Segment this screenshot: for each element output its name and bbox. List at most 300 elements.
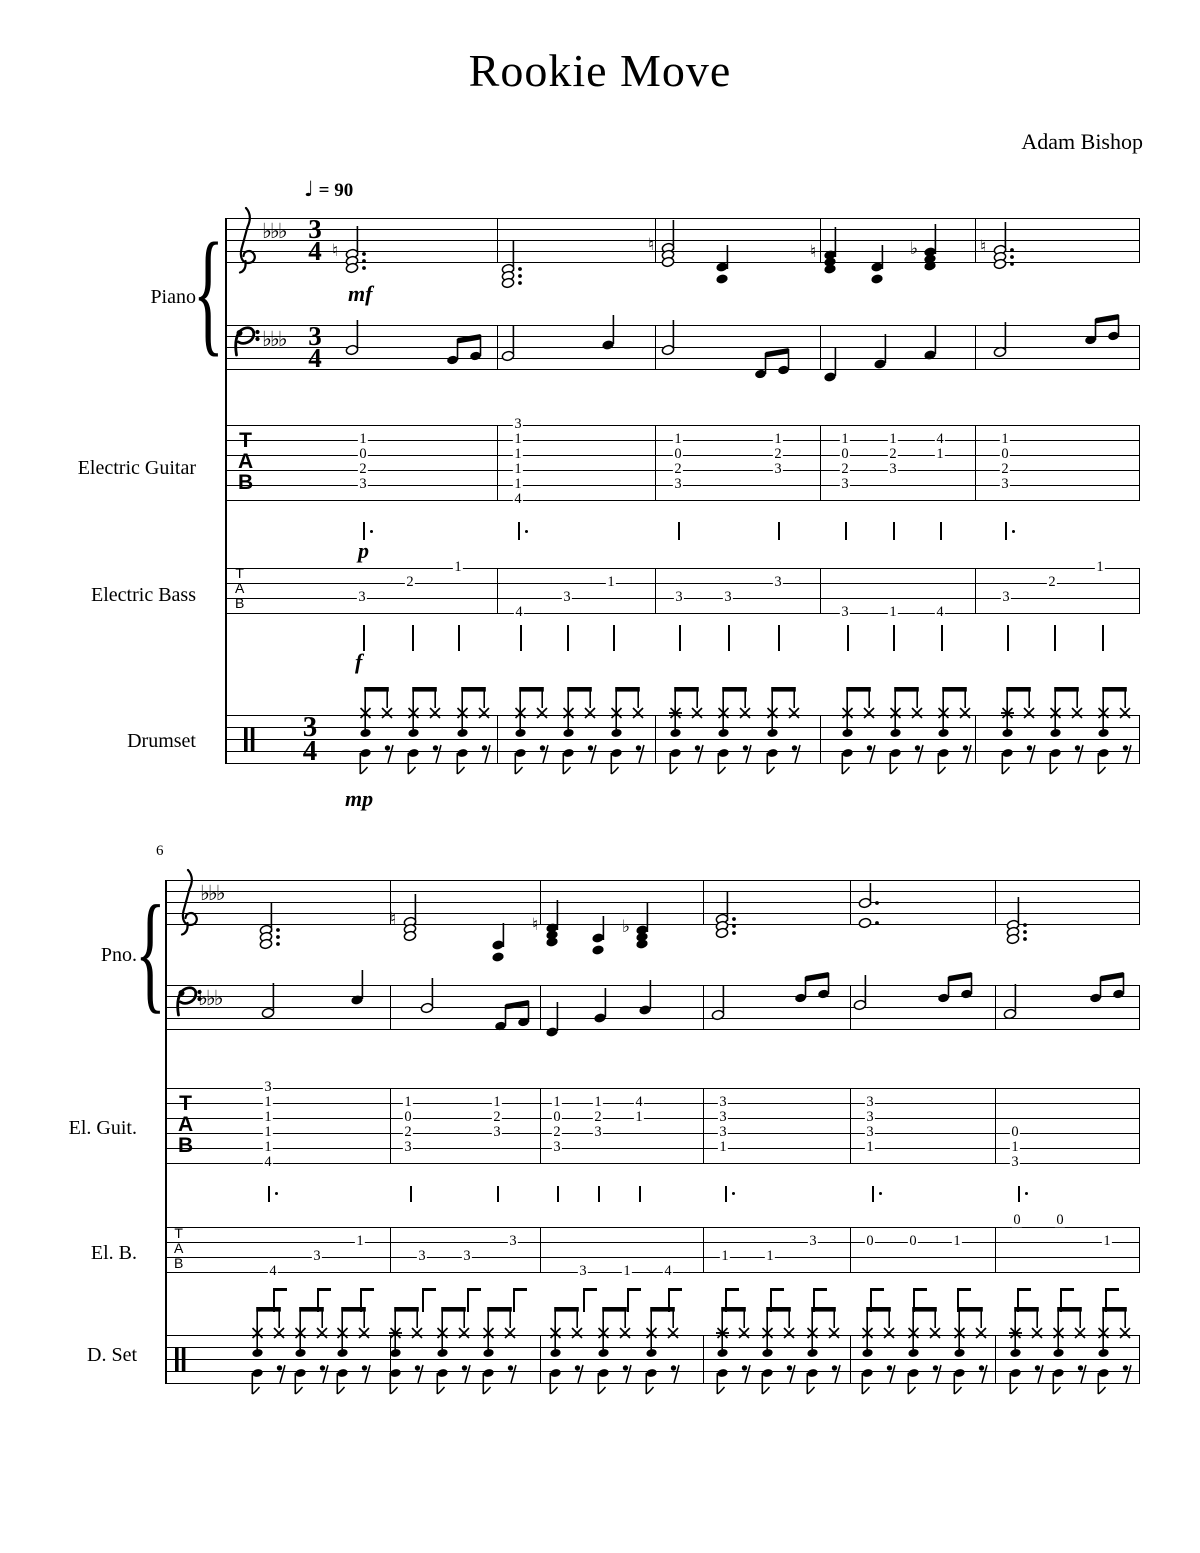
- barline: [850, 1088, 851, 1163]
- tab-number: 3: [313, 1248, 321, 1265]
- accidental: ♮: [532, 915, 539, 935]
- tab-number: 1: [514, 476, 522, 493]
- time-sig-denominator: 4: [308, 343, 322, 373]
- rhythm-mark: [872, 1186, 874, 1202]
- note-q: [589, 982, 617, 1026]
- tab-number: 2: [889, 446, 897, 463]
- rhythm-dot: [1025, 1192, 1028, 1195]
- rhythm-beam: [670, 1288, 682, 1291]
- rhythm-beam: [1062, 1288, 1074, 1291]
- barline: [1139, 568, 1140, 613]
- tab-number: 3: [264, 1079, 272, 1096]
- barline: [995, 1088, 996, 1163]
- time-sig-numerator: 3: [308, 214, 322, 244]
- barline: [1139, 325, 1140, 369]
- tab-number: 0: [1011, 1124, 1019, 1141]
- tab-number: 0: [674, 446, 682, 463]
- note-e2: [494, 996, 536, 1038]
- tab-number: 4: [936, 431, 944, 448]
- barline: [390, 1088, 391, 1163]
- tab-number: 1: [623, 1263, 631, 1280]
- percussion-clef-icon: [244, 727, 255, 751]
- accidental: ♮: [810, 242, 817, 262]
- tab-number: 0: [404, 1109, 412, 1126]
- rhythm-mark: [363, 625, 365, 651]
- staff-line: [165, 1133, 1140, 1134]
- tab-number: 4: [664, 1263, 672, 1280]
- accidental: ♭: [910, 239, 919, 259]
- tab-clef-letter: B: [178, 1134, 194, 1157]
- tab-number: 3: [418, 1248, 426, 1265]
- note-h: [257, 977, 285, 1021]
- drum-beat: [514, 687, 552, 779]
- tab-clef-letter: B: [174, 1255, 184, 1271]
- drum-beat: [717, 687, 755, 779]
- tab-number: 1: [264, 1139, 272, 1156]
- piano-brace: {: [193, 214, 224, 369]
- note-ch2o2: [854, 879, 882, 931]
- barline: [703, 1335, 704, 1383]
- tab-clef-letter: T: [235, 565, 244, 581]
- barline: [1139, 985, 1140, 1029]
- tab-number: 4: [514, 491, 522, 508]
- note-ch3f: [819, 219, 847, 277]
- barline: [975, 218, 976, 262]
- instrument-label-electric-guitar: Electric Guitar: [77, 457, 196, 479]
- barline: [1139, 1335, 1140, 1383]
- tab-number: 3: [509, 1233, 517, 1250]
- rhythm-mark: [557, 1186, 559, 1202]
- rhythm-beam: [515, 1288, 527, 1291]
- drum-beat: [806, 1307, 844, 1399]
- barline: [497, 715, 498, 763]
- tab-clef-letter: A: [235, 580, 245, 596]
- note-e2: [794, 968, 836, 1010]
- tab-number: 3: [674, 476, 682, 493]
- note-ch3f: [541, 892, 569, 950]
- tab-number: 1: [514, 431, 522, 448]
- note-h: [341, 314, 369, 358]
- quarter-note-icon: ♩: [304, 177, 314, 201]
- note-e2: [446, 330, 488, 372]
- drum-beat-crash: [1001, 687, 1039, 779]
- drum-beat: [937, 687, 975, 779]
- rhythm-beam: [275, 1288, 287, 1291]
- barline: [995, 985, 996, 1029]
- rhythm-mark: [412, 625, 414, 651]
- tab-clef-letter: A: [174, 1240, 184, 1256]
- accidental: ♮: [332, 241, 339, 261]
- tab-number: 1: [356, 1233, 364, 1250]
- drum-beat: [1049, 687, 1087, 779]
- tab-clef: [178, 1093, 193, 1156]
- rhythm-beam: [362, 1288, 374, 1291]
- accidental: ♭: [622, 917, 631, 937]
- rhythm-mark: [941, 625, 943, 651]
- rhythm-dot: [525, 530, 528, 533]
- tab-number: 1: [454, 559, 462, 576]
- treble-clef-icon: [229, 204, 259, 278]
- note-e2: [937, 968, 979, 1010]
- tab-number: 2: [1048, 574, 1056, 591]
- tab-number: 1: [889, 604, 897, 621]
- drum-beat: [562, 687, 600, 779]
- drum-beat: [1052, 1307, 1090, 1399]
- tempo-value: = 90: [313, 180, 354, 201]
- barline: [975, 568, 976, 613]
- tab-number: 3: [675, 589, 683, 606]
- tab-number: 1: [635, 1109, 643, 1126]
- tab-number: 3: [563, 589, 571, 606]
- rhythm-dot: [732, 1192, 735, 1195]
- barline: [995, 1227, 996, 1272]
- drum-beat: [953, 1307, 991, 1399]
- tab-number: 1: [953, 1233, 961, 1250]
- note-h: [497, 320, 525, 364]
- tab-number: 4: [635, 1094, 643, 1111]
- note-q: [634, 974, 662, 1018]
- drum-beat: [889, 687, 927, 779]
- barline: [850, 1227, 851, 1272]
- staff-line: [165, 1103, 1140, 1104]
- instrument-label-d-set: D. Set: [87, 1344, 137, 1366]
- tab-number: 2: [404, 1124, 412, 1141]
- rhythm-mark: [847, 625, 849, 651]
- tab-number: 1: [841, 431, 849, 448]
- drum-beat: [761, 1307, 799, 1399]
- barline: [850, 880, 851, 924]
- drum-beat: [861, 1307, 899, 1399]
- tab-number: 0: [553, 1109, 561, 1126]
- time-signature: [302, 321, 328, 373]
- drum-beat: [841, 687, 879, 779]
- system-barline: [225, 218, 227, 763]
- tab-number: 3: [514, 416, 522, 433]
- barline: [703, 1088, 704, 1163]
- staff-line: [165, 891, 1140, 892]
- tab-number: 1: [936, 446, 944, 463]
- note-q: [541, 996, 569, 1040]
- rhythm-beam: [629, 1288, 641, 1291]
- rhythm-mark: [639, 1186, 641, 1202]
- tab-number: 1: [866, 1139, 874, 1156]
- barline: [703, 1227, 704, 1272]
- rhythm-mark: [678, 522, 680, 540]
- staff-line: [165, 1272, 1140, 1273]
- tab-number: 1: [1096, 559, 1104, 576]
- drum-beat: [645, 1307, 683, 1399]
- barline: [540, 1227, 541, 1272]
- drum-beat: [549, 1307, 587, 1399]
- drum-beat: [597, 1307, 635, 1399]
- rhythm-mark: [520, 625, 522, 651]
- rhythm-mark: [725, 1186, 727, 1202]
- barline: [820, 568, 821, 613]
- tab-number: 1: [721, 1248, 729, 1265]
- rhythm-dot: [370, 530, 373, 533]
- rhythm-beam: [585, 1288, 597, 1291]
- drum-beat: [436, 1307, 474, 1399]
- tab-number: 3: [1001, 476, 1009, 493]
- drum-beat-crash: [669, 687, 707, 779]
- rhythm-mark: [518, 522, 520, 540]
- drum-beat: [1097, 1307, 1135, 1399]
- drum-beat: [456, 687, 494, 779]
- rhythm-beam: [959, 1288, 971, 1291]
- rhythm-mark: [458, 625, 460, 651]
- tab-number: 2: [359, 461, 367, 478]
- tab-number: 0: [909, 1233, 917, 1250]
- barline: [497, 568, 498, 613]
- dynamic-marking-mp: mp: [345, 786, 374, 811]
- drum-beat: [766, 687, 804, 779]
- tab-number: 3: [719, 1124, 727, 1141]
- staff-line: [165, 1227, 1140, 1228]
- note-ch3o: [341, 218, 369, 276]
- tab-number: 1: [404, 1094, 412, 1111]
- tab-clef-letter: T: [239, 429, 252, 452]
- instrument-label-el-b: El. B.: [90, 1242, 137, 1264]
- tab-number: 3: [404, 1139, 412, 1156]
- composer-credit: Adam Bishop: [1021, 129, 1143, 154]
- barline: [390, 1227, 391, 1272]
- note-ch3o: [1002, 889, 1030, 947]
- tab-number: 3: [866, 1124, 874, 1141]
- instrument-label-drumset: Drumset: [127, 730, 196, 752]
- note-ch2f: [487, 917, 515, 965]
- rhythm-mark: [893, 522, 895, 540]
- tab-number: 2: [493, 1109, 501, 1126]
- rhythm-mark: [1018, 1186, 1020, 1202]
- drum-beat: [1097, 687, 1135, 779]
- note-h: [416, 972, 444, 1016]
- instrument-label-el-guit: El. Guit.: [68, 1117, 137, 1139]
- rhythm-dot: [879, 1192, 882, 1195]
- tab-clef-letter: B: [235, 595, 245, 611]
- barline: [995, 1335, 996, 1383]
- tab-clef-letter: A: [178, 1113, 194, 1136]
- tab-number: 4: [264, 1154, 272, 1171]
- rhythm-beam: [1019, 1288, 1031, 1291]
- note-ch3o: [657, 212, 685, 270]
- instrument-label-piano: Piano: [150, 286, 196, 308]
- tab-number: 1: [1001, 431, 1009, 448]
- barline: [390, 985, 391, 1029]
- tab-number: 2: [594, 1109, 602, 1126]
- drum-beat-crash: [716, 1307, 754, 1399]
- barline: [995, 880, 996, 924]
- tab-clef: [235, 566, 244, 611]
- barline: [1139, 880, 1140, 924]
- note-ch2f: [866, 239, 894, 287]
- barline: [655, 425, 656, 500]
- tab-number: 0: [359, 446, 367, 463]
- note-e2: [1084, 310, 1126, 352]
- note-e2: [754, 344, 796, 386]
- barline: [820, 715, 821, 763]
- percussion-clef-icon: [175, 1347, 186, 1371]
- note-h: [989, 316, 1017, 360]
- barline: [820, 425, 821, 500]
- note-ch3o: [399, 886, 427, 944]
- barline: [850, 1335, 851, 1383]
- rhythm-mark: [268, 1186, 270, 1202]
- key-signature: ♭♭♭: [200, 881, 224, 905]
- rhythm-mark: [679, 625, 681, 651]
- barline: [703, 880, 704, 924]
- tab-clef-letter: T: [179, 1092, 192, 1115]
- staff-line: [225, 369, 1140, 370]
- tab-number: 3: [1002, 589, 1010, 606]
- note-ch3f: [631, 894, 659, 952]
- barline: [1139, 1227, 1140, 1272]
- tab-number: 2: [674, 461, 682, 478]
- note-ch2f: [711, 239, 739, 287]
- rhythm-mark: [1007, 625, 1009, 651]
- tab-number: 0: [866, 1233, 874, 1250]
- tab-number: 0: [1013, 1212, 1021, 1229]
- tab-number: 1: [493, 1094, 501, 1111]
- note-h: [849, 969, 877, 1013]
- tab-number: 3: [493, 1124, 501, 1141]
- rhythm-mark: [778, 625, 780, 651]
- staff-line: [225, 613, 1140, 614]
- drum-beat: [294, 1307, 332, 1399]
- tab-number: 3: [841, 476, 849, 493]
- barline: [540, 1088, 541, 1163]
- note-h: [999, 978, 1027, 1022]
- tab-number: 1: [674, 431, 682, 448]
- tab-number: 3: [774, 461, 782, 478]
- note-h: [707, 979, 735, 1023]
- barline: [1139, 218, 1140, 262]
- key-signature: ♭♭♭: [262, 327, 286, 351]
- staff-line: [225, 500, 1140, 501]
- tab-number: 1: [264, 1124, 272, 1141]
- staff-line: [165, 1148, 1140, 1149]
- rhythm-beam: [815, 1288, 827, 1291]
- accidental: ♮: [390, 909, 397, 929]
- barline: [1139, 715, 1140, 763]
- tab-number: 0: [841, 446, 849, 463]
- rhythm-beam: [915, 1288, 927, 1291]
- rhythm-mark: [567, 625, 569, 651]
- rhythm-dot: [275, 1192, 278, 1195]
- rhythm-beam: [319, 1288, 331, 1291]
- rhythm-beam: [727, 1288, 739, 1291]
- rhythm-mark: [845, 522, 847, 540]
- staff-line: [165, 1029, 1140, 1030]
- piece-title: Rookie Move: [468, 45, 732, 96]
- tab-clef-letter: B: [238, 471, 254, 494]
- tab-number: 3: [724, 589, 732, 606]
- drum-beat-crash: [1009, 1307, 1047, 1399]
- instrument-label-pno: Pno.: [100, 944, 137, 966]
- tab-number: 0: [1056, 1212, 1064, 1229]
- staff-line: [225, 425, 1140, 426]
- rhythm-beam: [469, 1288, 481, 1291]
- barline: [655, 568, 656, 613]
- drum-beat: [482, 1307, 520, 1399]
- note-h: [657, 314, 685, 358]
- tab-number: 1: [1103, 1233, 1111, 1250]
- key-signature: ♭♭♭: [198, 986, 222, 1010]
- tab-number: 1: [607, 574, 615, 591]
- staff-line: [225, 568, 1140, 569]
- tab-clef-letter: T: [174, 1225, 183, 1241]
- instrument-label-electric-bass: Electric Bass: [91, 584, 196, 606]
- tab-number: 3: [579, 1263, 587, 1280]
- rhythm-mark: [613, 625, 615, 651]
- tab-number: 1: [774, 431, 782, 448]
- tab-number: 1: [264, 1094, 272, 1111]
- drum-beat: [407, 687, 445, 779]
- time-sig-numerator: 3: [308, 321, 322, 351]
- drum-beat-crash: [389, 1307, 427, 1399]
- rhythm-mark: [940, 522, 942, 540]
- rhythm-mark: [728, 625, 730, 651]
- note-ch3o: [497, 233, 525, 291]
- note-q: [869, 328, 897, 372]
- tab-number: 2: [553, 1124, 561, 1141]
- tab-clef: [174, 1226, 183, 1271]
- tab-number: 2: [1001, 461, 1009, 478]
- rhythm-mark: [1054, 625, 1056, 651]
- dynamic-marking-mf: mf: [348, 281, 373, 306]
- rhythm-mark: [1005, 522, 1007, 540]
- tab-number: 1: [359, 431, 367, 448]
- barline: [975, 425, 976, 500]
- tab-number: 3: [809, 1233, 817, 1250]
- tab-number: 3: [774, 574, 782, 591]
- rhythm-mark: [778, 522, 780, 540]
- tab-number: 1: [514, 446, 522, 463]
- note-q: [919, 319, 947, 363]
- barline: [540, 1335, 541, 1383]
- tab-number: 3: [553, 1139, 561, 1156]
- time-sig-numerator: 3: [302, 711, 318, 743]
- tab-number: 3: [463, 1248, 471, 1265]
- tab-number: 1: [514, 461, 522, 478]
- accidental: ♮: [648, 235, 655, 255]
- rhythm-mark: [410, 1186, 412, 1202]
- note-q: [819, 341, 847, 385]
- drum-beat: [610, 687, 648, 779]
- tab-number: 3: [594, 1124, 602, 1141]
- rhythm-beam: [872, 1288, 884, 1291]
- barline: [655, 715, 656, 763]
- rhythm-mark: [893, 625, 895, 651]
- drum-beat: [359, 687, 397, 779]
- key-signature: ♭♭♭: [262, 219, 286, 243]
- tab-number: 1: [889, 431, 897, 448]
- piano-brace: {: [135, 878, 166, 1026]
- treble-clef-icon: [171, 866, 201, 940]
- tab-number: 4: [269, 1263, 277, 1280]
- measure-number: 6: [156, 843, 164, 859]
- tab-number: 3: [358, 589, 366, 606]
- tab-clef-letter: A: [238, 450, 254, 473]
- time-signature: [297, 711, 323, 767]
- note-ch3f: [919, 216, 947, 274]
- dynamic-marking-p: p: [358, 538, 369, 563]
- drum-beat: [336, 1307, 374, 1399]
- note-e2: [1089, 968, 1131, 1010]
- time-signature: [302, 214, 328, 266]
- note-ch2f: [587, 910, 615, 958]
- staff-line: [165, 1163, 1140, 1164]
- note-ch3o: [255, 894, 283, 952]
